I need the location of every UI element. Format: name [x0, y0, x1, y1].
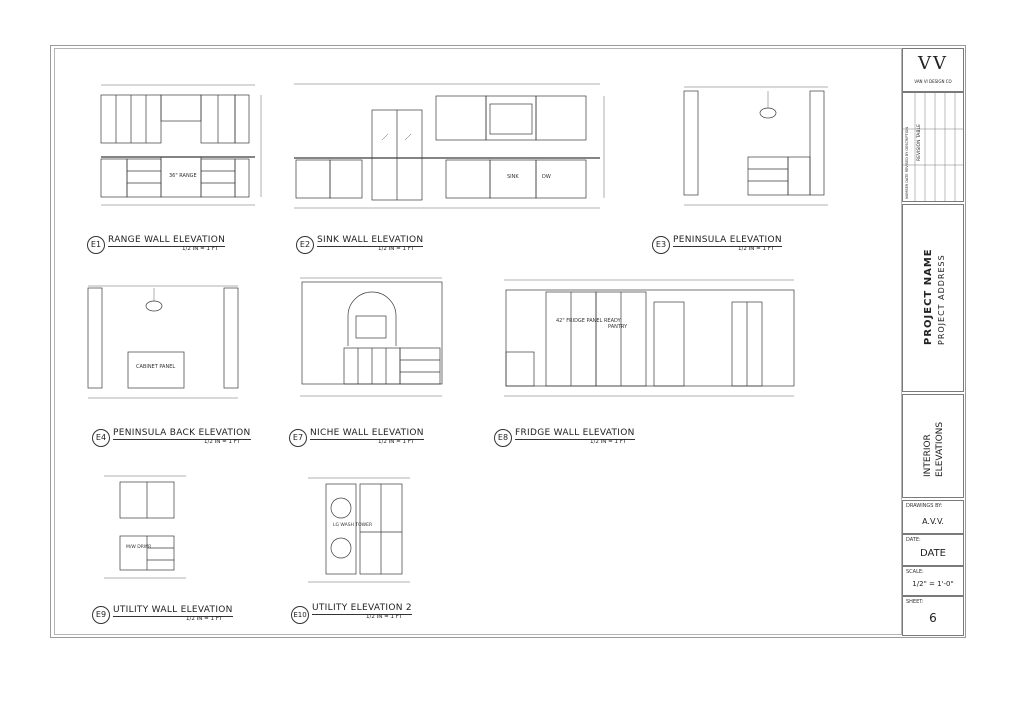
e2-title: SINK WALL ELEVATION: [317, 235, 424, 245]
drawn-by-label: DRAWINGS BY:: [906, 503, 943, 509]
fridge-wall-drawing: [500, 276, 800, 411]
scale-label: SCALE:: [906, 569, 924, 575]
e10-scale: 1/2 IN = 1 FT: [366, 614, 403, 620]
revision-grid: [903, 93, 963, 201]
project-address: PROJECT ADDRESS: [937, 254, 946, 345]
scale-value: 1/2" = 1'-0": [912, 580, 954, 588]
lg-wash-note: LG WASH TOWER: [333, 523, 373, 528]
range-wall-drawing: [95, 85, 265, 215]
mw-drwr-note: M/W DRWR: [126, 545, 152, 550]
e7-tag: E7: [289, 429, 307, 447]
e4-title: PENINSULA BACK ELEVATION: [113, 428, 251, 438]
logo-tagline: VAN VI DESIGN CO: [914, 79, 952, 84]
e10-title: UTILITY ELEVATION 2: [312, 603, 412, 613]
e7-title: NICHE WALL ELEVATION: [310, 428, 424, 438]
peninsula-back-drawing: [78, 282, 248, 412]
sheet-label: SHEET:: [906, 599, 924, 605]
e7-scale: 1/2 IN = 1 FT: [378, 439, 415, 445]
date-value: DATE: [919, 548, 946, 559]
date-block: [902, 534, 964, 566]
e2-scale: 1/2 IN = 1 FT: [378, 246, 415, 252]
e8-title: FRIDGE WALL ELEVATION: [515, 428, 635, 438]
cabinet-panel-note: CABINET PANEL: [136, 364, 176, 370]
niche-wall-drawing: [296, 276, 446, 411]
scale-block: [902, 566, 964, 596]
e9-title: UTILITY WALL ELEVATION: [113, 605, 233, 615]
e3-tag: E3: [652, 236, 670, 254]
drawn-by-value: A.V.V.: [922, 517, 944, 526]
sheet-title-line2: ELEVATIONS: [935, 421, 945, 477]
e3-title: PENINSULA ELEVATION: [673, 235, 782, 245]
sheet-title-line1: INTERIOR: [923, 434, 933, 477]
e9-tag: E9: [92, 606, 110, 624]
sink-wall-drawing: [290, 80, 610, 225]
revision-columns: NUMBER DATE REVISED BY DESCRIPTION: [905, 126, 909, 199]
e2-tag: E2: [296, 236, 314, 254]
sheet-title-block: [902, 394, 964, 498]
e8-scale: 1/2 IN = 1 FT: [590, 439, 627, 445]
e1-scale: 1/2 IN = 1 FT: [182, 246, 219, 252]
project-block: [902, 204, 964, 392]
e4-tag: E4: [92, 429, 110, 447]
sheet-number: 6: [929, 611, 937, 625]
e4-scale: 1/2 IN = 1 FT: [204, 439, 241, 445]
logo-letters: VV: [918, 53, 948, 74]
logo-block: [902, 48, 964, 92]
revision-table: [902, 92, 964, 202]
pantry-note: PANTRY: [608, 324, 628, 330]
sink-note: SINK: [507, 174, 519, 180]
range-note: 36" RANGE: [169, 173, 197, 179]
e10-tag: E10: [291, 606, 309, 624]
utility-wall-drawing: [100, 474, 190, 589]
e9-scale: 1/2 IN = 1 FT: [186, 616, 223, 622]
sheet-number-block: [902, 596, 964, 636]
project-name: PROJECT NAME: [923, 248, 934, 345]
utility-elevation-2-drawing: [304, 476, 414, 591]
e8-tag: E8: [494, 429, 512, 447]
drawn-by-block: [902, 500, 964, 534]
e3-scale: 1/2 IN = 1 FT: [738, 246, 775, 252]
peninsula-drawing: [678, 85, 838, 215]
e1-title: RANGE WALL ELEVATION: [108, 235, 226, 245]
revision-header: REVISION TABLE: [917, 124, 922, 161]
dw-note: DW: [542, 174, 551, 180]
fridge-note: 42" FRIDGE PANEL READY: [556, 318, 621, 324]
date-label: DATE:: [906, 537, 921, 543]
e1-tag: E1: [87, 236, 105, 254]
